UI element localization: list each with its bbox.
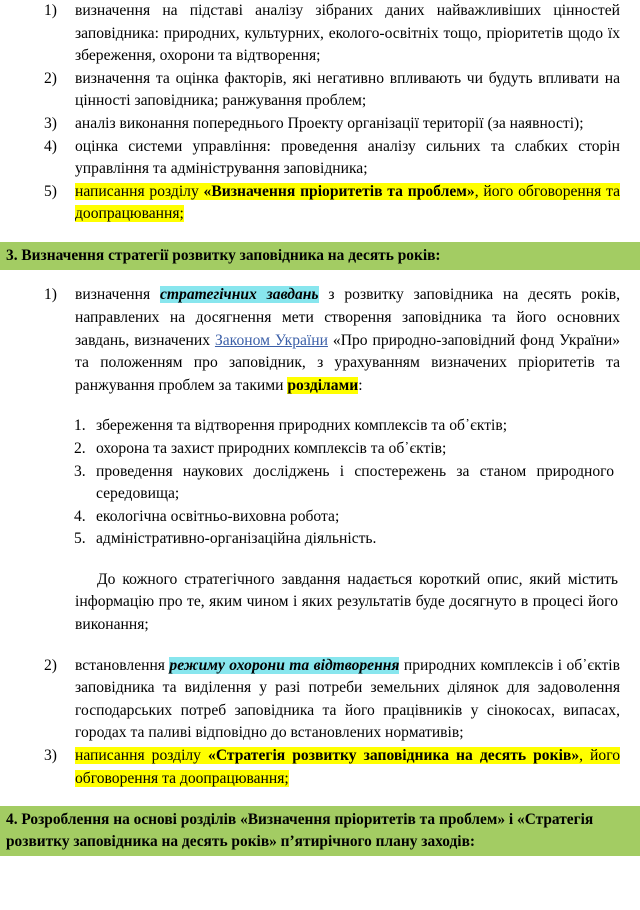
list-marker: 4. (74, 507, 86, 525)
list-item-text: охорона та захист природних комплексів та об᾿єктів; (96, 439, 447, 457)
list-item-text: оцінка системи управління: проведення аналізу сильних та слабких сторін управління та адміністрування заповідника; (75, 137, 620, 178)
highlight-text-bold: «Визначення пріоритетів та проблем» (203, 182, 475, 200)
emphasis-protection-regime: режиму охорони та відтворення (169, 656, 400, 674)
highlight-text-tail: , його обговорення та доопрацювання; (75, 182, 620, 223)
section-3-list-part-2 (0, 655, 640, 791)
highlight-text-plain: написання розділу (75, 182, 204, 200)
spacer (0, 790, 640, 806)
highlight-sections-word: розділами (287, 376, 359, 394)
list-item-text: проведення наукових досліджень і спостережень за станом природного середовища; (96, 462, 614, 503)
list-marker: 5. (74, 530, 86, 548)
list-item-text: екологічна освітньо-виховна робота; (96, 507, 340, 525)
list-item-text: визначення на підставі аналізу зібраних даних найважливіших цінностей заповідника: природних, культурних, еколого-освітніх тощо, пріоритетів щодо їх збереження, охорони та відтворення; (75, 2, 620, 65)
text-run: : (358, 376, 363, 394)
list-item (0, 461, 640, 506)
list-item-text: адміністративно-організаційна діяльність. (96, 530, 377, 548)
list-marker: 2. (74, 439, 86, 457)
spacer (0, 270, 640, 284)
list-marker: 1) (44, 286, 57, 304)
list-item (0, 136, 640, 181)
list-item (0, 655, 640, 745)
highlight-text-bold: «Стратегія розвитку заповідника на десять років» (208, 747, 580, 765)
section-heading-4: 4. Розроблення на основі розділів «Визначення пріоритетів та проблем» і «Стратегія розвитку заповідника на десять років» п’ятирічного плану заходів: (0, 806, 640, 856)
highlight-text-tail: , його обговорення та доопрацювання; (75, 747, 621, 787)
list-item (0, 506, 640, 529)
priorities-list (0, 0, 640, 226)
text-run: «Про природно-заповідний фонд України» та положенням про заповідник, з урахуванням визначених пріоритетів та ранжування проблем за такими (75, 331, 620, 394)
list-item (0, 438, 640, 461)
list-item (0, 284, 640, 397)
list-item (0, 113, 640, 136)
list-marker: 5) (44, 182, 57, 200)
spacer (0, 637, 640, 655)
list-item-highlighted (0, 745, 640, 790)
highlight-text-plain: написання розділу (75, 747, 209, 765)
spacer (0, 226, 640, 242)
list-marker: 1. (74, 417, 86, 435)
list-item-text: аналіз виконання попереднього Проекту організації території (за наявності); (75, 114, 584, 132)
text-run: з розвитку заповідника на десять років, направлених на досягнення мети створення заповідника та його основних завдань, визначених (75, 286, 620, 349)
law-of-ukraine-link[interactable]: Законом України (214, 331, 328, 349)
spacer (0, 551, 640, 569)
section-3-subsections (0, 415, 640, 551)
list-item (0, 68, 640, 113)
list-item-text: визначення та оцінка факторів, які негативно впливають чи будуть впливати на цінності заповідника; ранжування проблем; (75, 69, 620, 110)
spacer (0, 397, 640, 415)
list-item (0, 415, 640, 438)
list-marker: 2) (44, 69, 57, 87)
text-run: визначення (75, 286, 160, 304)
list-item-highlighted (0, 181, 640, 226)
list-item (0, 528, 640, 551)
list-item (0, 0, 640, 68)
list-item-text: збереження та відтворення природних комплексів та об᾿єктів; (96, 417, 508, 435)
strategic-task-note-paragraph: До кожного стратегічного завдання надається короткий опис, який містить інформацію про те, яким чином і яких результатів буде досягнуто в процесі його виконання; (75, 570, 618, 634)
section-3-list-part-1 (0, 284, 640, 397)
text-run: встановлення (75, 656, 170, 674)
list-marker: 3) (44, 747, 57, 765)
emphasis-strategic-tasks: стратегічних завдань (159, 286, 319, 304)
list-marker: 3) (44, 114, 57, 132)
section-heading-3: 3. Визначення стратегії розвитку заповідника на десять років: (0, 242, 640, 270)
list-marker: 4) (44, 137, 57, 155)
list-marker: 3. (74, 462, 86, 480)
list-marker: 1) (44, 2, 57, 19)
text-run: природних комплексів і об᾿єктів заповідника та виділення у разі потреби земельних ділянок для задоволення господарських потреб заповідника та його працівників у сінокосах, випасах, городах та паливі відповідно до встановлених нормативів; (75, 656, 620, 742)
list-marker: 2) (44, 656, 57, 674)
